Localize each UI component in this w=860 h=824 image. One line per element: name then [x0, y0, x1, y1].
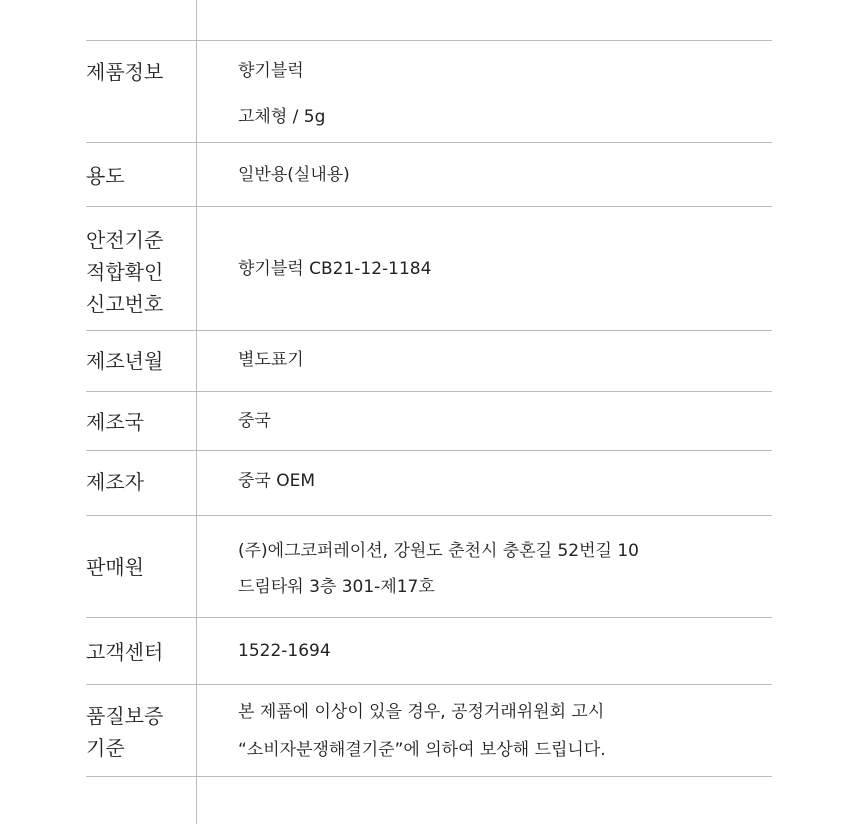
row-label: [86, 345, 163, 377]
row-label: [86, 466, 144, 498]
label-line: 제조국: [86, 410, 144, 434]
label-line: 고객센터: [86, 640, 164, 664]
value-line: 별도표기: [238, 350, 304, 370]
label-line: 제품정보: [86, 60, 164, 84]
value-line: “소비자분쟁해결기준”에 의하여 보상해 드립니다.: [238, 740, 606, 760]
row-value: [238, 246, 431, 292]
label-line: 품질보증: [86, 704, 164, 728]
value-line: 드림타워 3층 301-제17호: [238, 577, 435, 597]
value-line: 고체형 / 5g: [238, 107, 326, 127]
value-line: (주)에그코퍼레이션, 강원도 춘천시 충혼길 52번길 10: [238, 541, 639, 561]
table-row-manufacturer: [86, 451, 772, 516]
label-line: 안전기준: [86, 228, 164, 252]
row-label: [86, 56, 163, 88]
row-value: [238, 628, 331, 674]
row-label: [86, 700, 163, 764]
table-row-seller: [86, 516, 772, 618]
label-line: 용도: [86, 164, 125, 188]
row-value: [238, 337, 304, 383]
row-label: [86, 406, 144, 438]
label-line: 판매원: [86, 555, 144, 579]
row-label: [86, 224, 163, 320]
table-row-safety-standard: [86, 207, 772, 331]
product-info-table: [86, 40, 772, 777]
label-line: 신고번호: [86, 292, 164, 316]
label-line: 적합확인: [86, 260, 164, 284]
row-value: [238, 398, 271, 444]
row-label: [86, 160, 125, 192]
table-row-usage: [86, 143, 772, 207]
row-label: [86, 636, 163, 668]
table-row-product-info: [86, 41, 772, 143]
value-line: 본 제품에 이상이 있을 경우, 공정거래위원회 고시: [238, 702, 605, 722]
value-line: 1522-1694: [238, 641, 331, 661]
value-line: 일반용(실내용): [238, 165, 350, 185]
value-line: 향기블럭 CB21-12-1184: [238, 259, 432, 279]
row-label: [86, 551, 144, 583]
table-row-customer-center: [86, 618, 772, 685]
label-line: 제조자: [86, 470, 144, 494]
table-row-manufacture-date: [86, 331, 772, 392]
table-row-country: [86, 392, 772, 451]
row-value: [238, 48, 325, 140]
label-line: 기준: [86, 736, 125, 760]
value-line: 중국 OEM: [238, 471, 316, 491]
value-line: 중국: [238, 411, 271, 431]
row-value: [238, 458, 315, 504]
row-value: [238, 693, 606, 769]
table-row-quality-guarantee: [86, 685, 772, 777]
label-line: 제조년월: [86, 349, 164, 373]
value-line: 향기블럭: [238, 61, 304, 81]
row-value: [238, 152, 350, 198]
row-value: [238, 528, 639, 610]
